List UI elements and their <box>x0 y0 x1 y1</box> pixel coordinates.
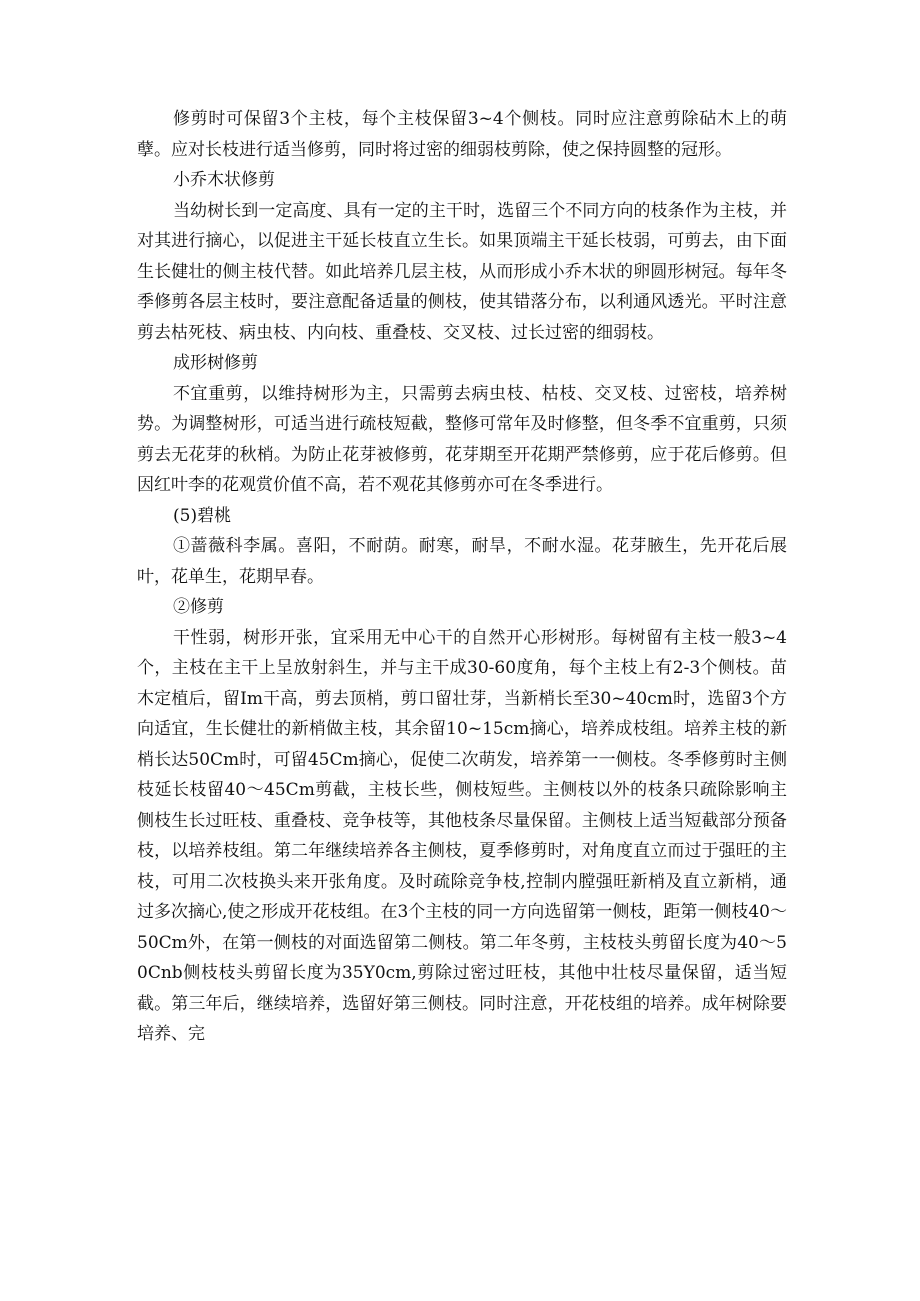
document-body <box>137 104 787 1050</box>
paragraph-small-tree-pruning: 当幼树长到一定高度、具有一定的主干时，选留三个不同方向的枝条作为主枝，并对其进行摘心，以促进主干延长枝直立生长。如果顶端主干延长枝弱，可剪去，由下面生长健壮的侧主枝代替。如此培养几层主枝，从而形成小乔木状的卵圆形树冠。每年冬季修剪各层主枝时，要注意配备适量的侧枝，使其错落分布，以利通风透光。平时注意剪去枯死枝、病虫枝、内向枝、重叠枝、交叉枝、过长过密的细弱枝。 <box>137 200 787 343</box>
paragraph-bitao-description: ①蔷薇科李属。喜阳，不耐荫。耐寒，耐旱，不耐水湿。花芽腋生，先开花后展叶，花单生，花期早春。 <box>137 536 787 587</box>
paragraph-bitao-pruning: 干性弱，树形开张，宜采用无中心干的自然开心形树形。每树留有主枝一般3~4个，主枝在主干上呈放射斜生，并与主干成30-60度角，每个主枝上有2-3个侧枝。苗木定植后，留Im干高，剪去顶梢，剪口留壮芽，当新梢长至30~40cm时，选留3个方向适宜，生长健壮的新梢做主枝，其余留10~15cm摘心，培养成枝组。培养主枝的新梢长达50Cm时，可留45Cm摘心，促使二次萌发，培养第一一侧枝。冬季修剪时主侧枝延长枝留40～45Cm剪截，主枝长些，侧枝短些。主侧枝以外的枝条只疏除影响主侧枝生长过旺枝、重叠枝、竞争枝等，其他枝条尽量保留。主侧枝上适当短截部分预备枝，以培养枝组。第二年继续培养各主侧枝，夏季修剪时，对角度直立而过于强旺的主枝，可用二次枝换头来开张角度。及时疏除竞争枝,控制内膛强旺新梢及直立新梢，通过多次摘心,使之形成开花枝组。在3个主枝的同一方向选留第一侧枝，距第一侧枝40～50Cm外，在第一侧枝的对面选留第二侧枝。第二年冬剪，主枝枝头剪留长度为40～50Cnb侧枝枝头剪留长度为35Y0cm,剪除过密过旺枝，其他中壮枝尽量保留，适当短截。第三年后，继续培养，选留好第三侧枝。同时注意，开花枝组的培养。成年树除要培养、完 <box>137 627 787 1044</box>
paragraph-pruning-main-branches: 修剪时可保留3个主枝，每个主枝保留3~4个侧枝。同时应注意剪除砧木上的萌孽。应对长枝进行适当修剪，同时将过密的细弱枝剪除，使之保持圆整的冠形。 <box>137 109 787 160</box>
paragraph-mature-tree-pruning: 不宜重剪，以维持树形为主，只需剪去病虫枝、枯枝、交叉枝、过密枝，培养树势。为调整树形，可适当进行疏枝短截，整修可常年及时修整，但冬季不宜重剪，只须剪去无花芽的秋梢。为防止花芽被修剪，花芽期至开花期严禁修剪，应于花后修剪。但因红叶李的花观赏价值不高，若不观花其修剪亦可在冬季进行。 <box>137 383 787 495</box>
heading-bitao-pruning: ②修剪 <box>173 597 224 617</box>
heading-small-tree-pruning: 小乔木状修剪 <box>173 170 275 190</box>
heading-bitao: (5)碧桃 <box>173 505 232 526</box>
heading-mature-tree-pruning: 成形树修剪 <box>173 353 258 373</box>
